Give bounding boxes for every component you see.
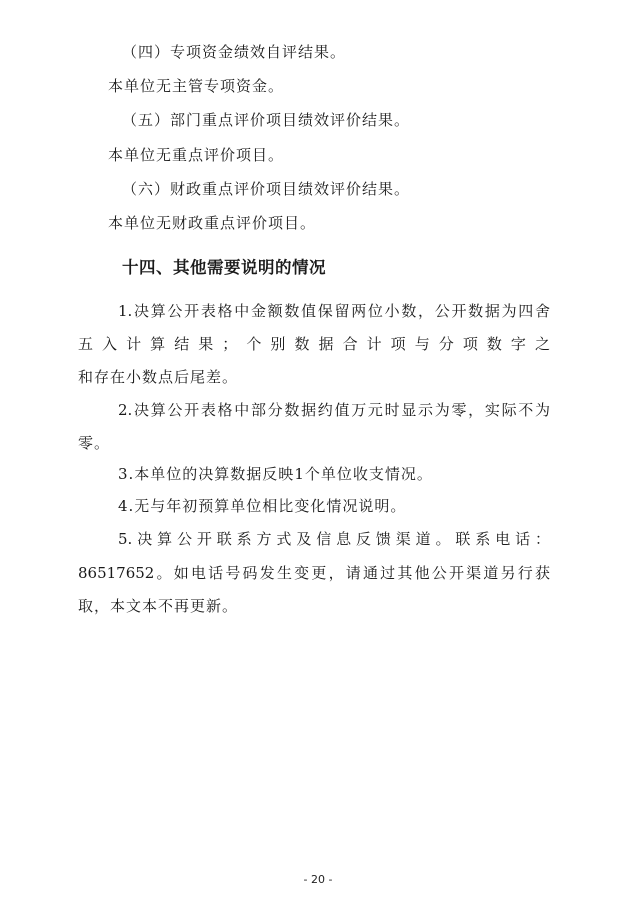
page-number: - 20 - xyxy=(303,873,333,886)
item-5-line-3: 取，本文本不再更新。 xyxy=(78,597,239,615)
item-2-line-1: 2.决算公开表格中部分数据约值万元时显示为零，实际不为 xyxy=(118,401,550,419)
item-1-line-3: 和存在小数点后尾差。 xyxy=(78,368,239,386)
section-heading: 十四、其他需要说明的情况 xyxy=(122,258,326,277)
item-2-line-2: 零。 xyxy=(78,434,111,452)
section-5-body: 本单位无重点评价项目。 xyxy=(108,146,285,164)
item-1-line-1: 1.决算公开表格中金额数值保留两位小数，公开数据为四舍 xyxy=(118,302,550,320)
item-1-line-2: 五入计算结果；个别数据合计项与分项数字之 xyxy=(78,335,550,353)
section-6-title: （六）财政重点评价项目绩效评价结果。 xyxy=(122,180,411,198)
section-4-body: 本单位无主管专项资金。 xyxy=(108,77,285,95)
section-4-title: （四）专项资金绩效自评结果。 xyxy=(122,43,347,61)
item-5-line-2: 86517652。如电话号码发生变更，请通过其他公开渠道另行获 xyxy=(78,564,550,582)
item-3: 3.本单位的决算数据反映1个单位收支情况。 xyxy=(118,465,433,483)
section-5-title: （五）部门重点评价项目绩效评价结果。 xyxy=(122,111,411,129)
item-4: 4.无与年初预算单位相比变化情况说明。 xyxy=(118,497,407,515)
item-5-line-1: 5.决算公开联系方式及信息反馈渠道。联系电话： xyxy=(118,530,550,548)
section-6-body: 本单位无财政重点评价项目。 xyxy=(108,214,317,232)
